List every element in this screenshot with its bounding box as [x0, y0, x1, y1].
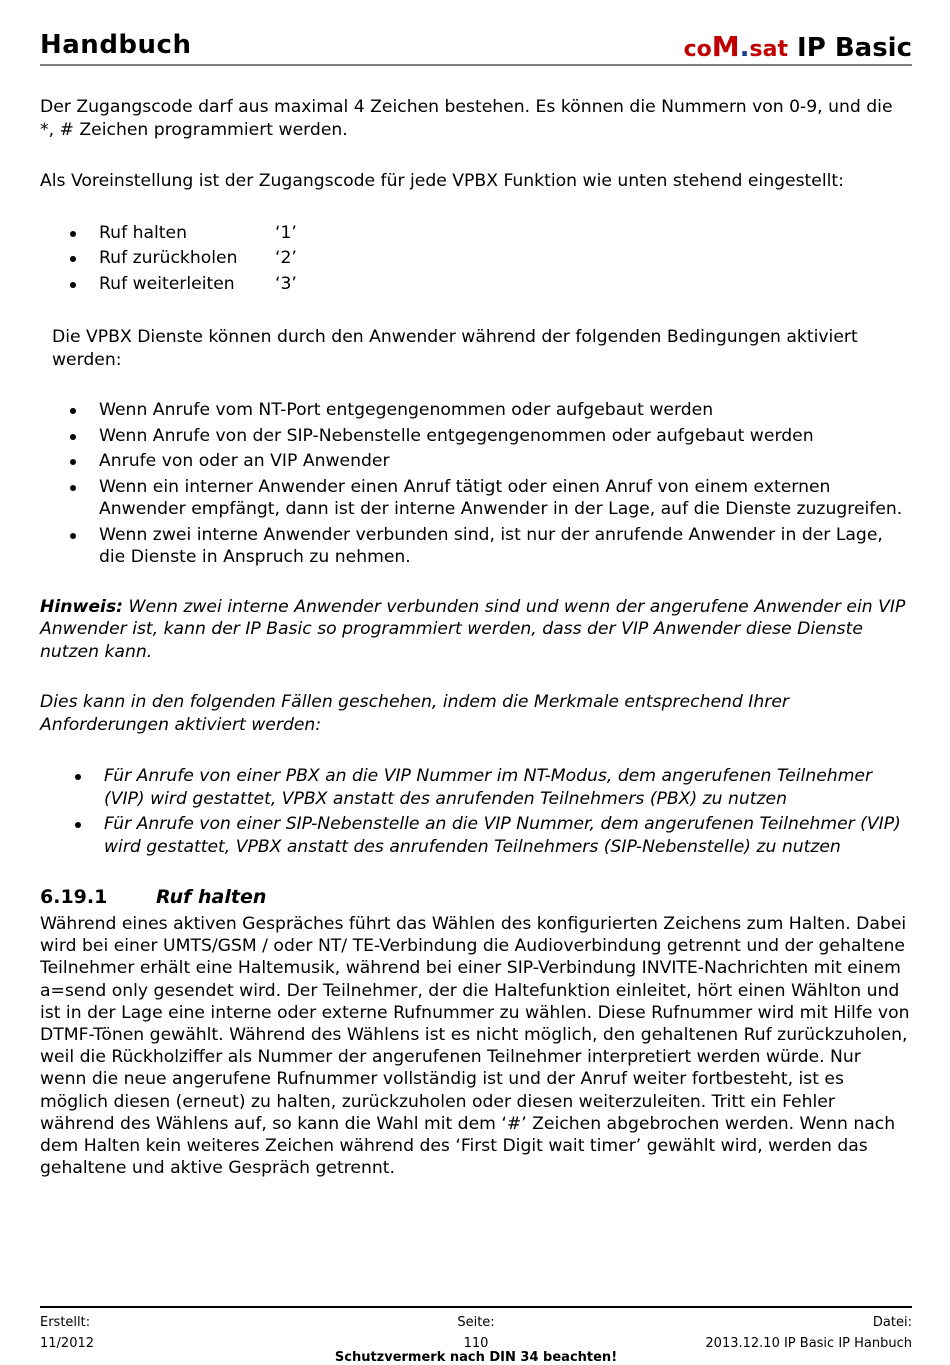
code-label: Ruf zurückholen [99, 248, 238, 268]
list-item [40, 222, 912, 248]
brand-product: IP Basic [788, 33, 912, 63]
code-label: Ruf halten [99, 222, 187, 243]
page-content [40, 96, 912, 1179]
conditions-list [40, 399, 912, 569]
list-item [40, 247, 912, 273]
section-body: Während eines aktiven Gespräches führt das Wählen des konfigurierten Zeichens zum Halten. Dabei wird bei einer UMTS/GSM / oder NT/ TE-Verbindung die Audioverbindung getrennt und der gehaltene Teilnehmer erhält eine Haltemusik, während bei einer SIP-Verbindung INVITE-Nachrichten mit einem a=send only gesendet wird. Der Teilnehmer, der die Haltefunktion einleitet, hört einen Wählton und ist in der Lage eine interne oder externe Rufnummer zu wählen. Diese Rufnummer wird mit Hilfe von DTMF-Tönen gewählt. Während des Wählens ist es nicht möglich, den gehaltenen Ruf zurückzuholen, weil die Rückholziffer als Nummer der angerufenen Teilnehmer interpretiert werden würde. Nur wenn die neue angerufene Rufnummer vollständig ist und der Anruf weiter fortbesteht, ist es möglich diesen (erneut) zu halten, zurückzuholen oder diesen weiterzuleiten. Tritt ein Fehler während des Wählens auf, so kann die Wahl mit dem ‘#’ Zeichen abgebrochen werden. Wenn nach dem Halten kein weiteres Zeichen während des ‘First Digit wait timer’ gewählt wird, werden das gehaltene und aktive Gespräch getrennt. [40, 914, 910, 1179]
note-paragraph [40, 596, 912, 664]
code-label: Ruf weiterleiten [99, 273, 235, 294]
paragraph-default-setting: Als Voreinstellung ist der Zugangscode für jede VPBX Funktion wie unten stehend eingestellt: [40, 171, 844, 191]
header-title: Handbuch [40, 30, 192, 60]
list-item: Wenn zwei interne Anwender verbunden sind, ist nur der anrufende Anwender in der Lage, die Dienste in Anspruch zu nehmen. [40, 524, 912, 569]
footer-file-value: 2013.12.10 IP Basic IP Hanbuch [705, 1336, 912, 1351]
list-item: Für Anrufe von einer SIP-Nebenstelle an die VIP Nummer, dem angerufenen Teilnehmer (VIP) wird gestattet, VPBX anstatt des anrufenden Teilnehmers (SIP-Nebenstelle) zu nutzen [40, 813, 912, 858]
footer-created-label: Erstellt: [40, 1315, 91, 1330]
paragraph-access-code: Der Zugangscode darf aus maximal 4 Zeichen bestehen. Es können die Nummern von 0-9, und die *, # Zeichen programmiert werden. [40, 97, 893, 140]
note-text: Wenn zwei interne Anwender verbunden sind und wenn der angerufene Anwender ein VIP Anwender ist, kann der IP Basic so programmiert werden, dass der VIP Anwender diese Dienste nutzen kann. [40, 596, 906, 662]
page-header [40, 28, 912, 66]
brand-dot: . [739, 33, 750, 63]
footer-created-value: 11/2012 [40, 1336, 95, 1351]
footer-protection-notice: Schutzvermerk nach DIN 34 beachten! [334, 1350, 618, 1365]
code-value: ‘3’ [275, 273, 297, 294]
brand-co: co [683, 37, 712, 62]
section-number: 6.19.1 [40, 886, 108, 908]
list-item: Wenn Anrufe von der SIP-Nebenstelle entgegengenommen oder aufgebaut werden [40, 425, 912, 448]
list-item: Wenn ein interner Anwender einen Anruf tätigt oder einen Anruf von einem externen Anwender empfängt, dann ist der interne Anwender in der Lage, auf die Dienste zuzugreifen. [40, 476, 912, 521]
paragraph-cases-intro: Dies kann in den folgenden Fällen geschehen, indem die Merkmale entsprechend Ihrer Anforderungen aktiviert werden: [40, 692, 789, 735]
footer-page-number: 110 [463, 1336, 489, 1351]
list-item [40, 273, 912, 299]
footer-file-label: Datei: [872, 1315, 912, 1330]
brand-logo [684, 30, 912, 63]
paragraph-vpbx-conditions: Die VPBX Dienste können durch den Anwender während der folgenden Bedingungen aktiviert werden: [52, 327, 858, 370]
brand-sat: sat [749, 37, 788, 62]
footer-page-label: Seite: [457, 1315, 495, 1330]
footer-file [705, 1312, 912, 1354]
code-value: ‘1’ [275, 222, 297, 243]
section-title: Ruf halten [156, 886, 267, 908]
list-item: Anrufe von oder an VIP Anwender [40, 450, 912, 473]
section-heading [40, 885, 912, 909]
brand-m: M [711, 30, 740, 63]
page-footer [40, 1306, 912, 1365]
vip-cases-list [40, 765, 912, 858]
list-item: Für Anrufe von einer PBX an die VIP Nummer im NT-Modus, dem angerufenen Teilnehmer (VIP) wird gestattet, VPBX anstatt des anrufenden Teilnehmers (PBX) zu nutzen [40, 765, 912, 810]
code-value: ‘2’ [275, 248, 297, 268]
list-item: Wenn Anrufe vom NT-Port entgegengenommen oder aufgebaut werden [40, 399, 912, 422]
access-code-list [40, 222, 912, 299]
note-label: Hinweis: [40, 596, 124, 617]
